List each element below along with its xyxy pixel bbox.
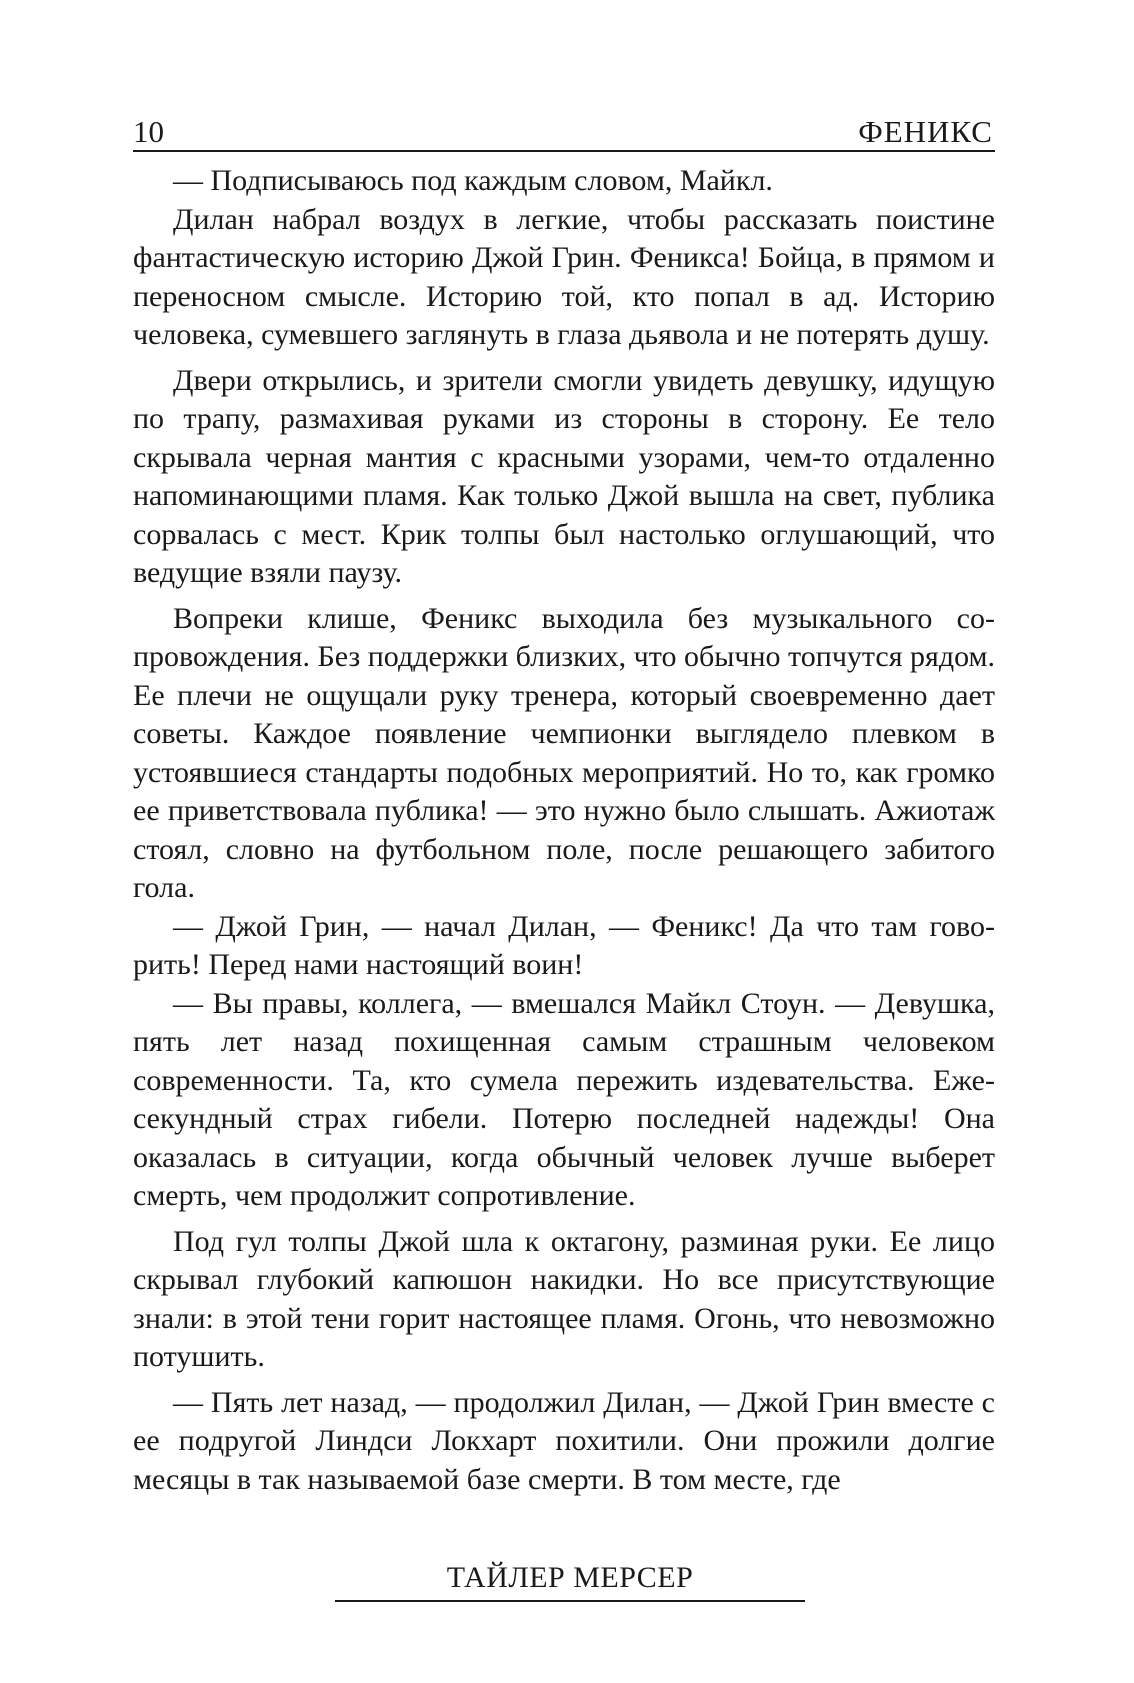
page-number: 10 <box>133 114 164 149</box>
paragraph: — Джой Грин, — начал Дилан, — Феникс! Да что там говорить! Перед нами настоящий воин! <box>133 909 995 981</box>
book-title: ФЕНИКС <box>858 114 993 149</box>
paragraph: Двери открылись, и зрители смогли увидеть девушку, идущую по трапу, размахивая руками из стороны в сторону. Ее тело скрывала черная мантия с красными узорами, чем-то отдаленно напоминающими пламя. Как только Джой вышла на свет, публика сорвалась с мест. Крик толпы был настолько оглушающий, что ведущие взяли паузу. <box>133 363 995 589</box>
paragraph: Вопреки клише, Феникс выходила без музыкального сопровождения. Без поддержки близких, что обычно топчутся рядом. Ее плечи не ощущали руку тренера, который своевременно дает советы. Каждое появление чемпионки выглядело плевком в устоявшиеся стандарты подобных мероприятий. Но то, как громко ее приветствовала публика! — это нужно было слышать. Ажиотаж стоял, словно на футбольном поле, после решающего забитого гола. <box>133 601 995 904</box>
paragraph: — Вы правы, коллега, — вмешался Майкл Стоун. — Девушка, пять лет назад похищенная самым страшным человеком современности. Та, кто сумела пережить издевательства. Ежесекундный страх гибели. Потерю последней надежды! Она оказалась в ситуации, когда обычный человек лучше выберет смерть, чем продолжит сопротивление. <box>133 986 995 1212</box>
footer-author: ТАЙЛЕР МЕРСЕР <box>335 1558 805 1602</box>
paragraph: — Пять лет назад, — продолжил Дилан, — Джой Грин вместе с ее подругой Линдси Локхарт похитили. Они прожили долгие месяцы в так называемой базе смерти. В том месте, где <box>133 1385 995 1496</box>
running-head <box>133 106 995 152</box>
body-text <box>133 162 995 1499</box>
paragraph: — Подписываюсь под каждым словом, Майкл. <box>173 164 773 197</box>
paragraph: Дилан набрал воздух в легкие, чтобы рассказать поистине фантастическую историю Джой Грин. Феникса! Бойца, в прямом и переносном смысле. Историю той, кто попал в ад. Историю человека, сумевшего заглянуть в глаза дьявола и не потерять душу. <box>133 202 995 351</box>
paragraph: Под гул толпы Джой шла к октагону, разминая руки. Ее лицо скрывал глубокий капюшон накидки. Но все присутствующие знали: в этой тени горит настоящее пламя. Огонь, что невозможно потушить. <box>133 1224 995 1373</box>
